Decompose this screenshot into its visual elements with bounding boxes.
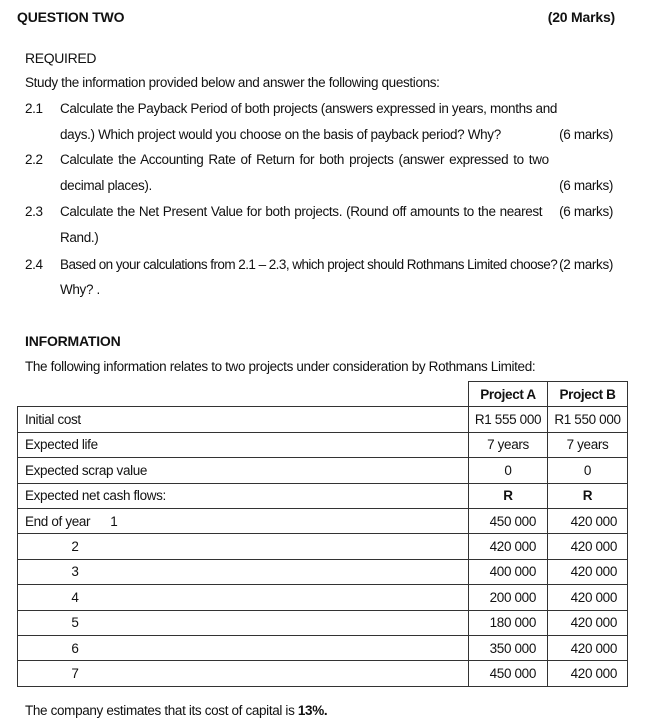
cost-of-capital-note: [25, 703, 327, 718]
table-row: [18, 432, 628, 457]
year-number: 5: [71, 615, 79, 631]
question-marks: (6 marks): [559, 204, 613, 219]
table-corner: [18, 382, 469, 407]
question-line: Calculate the Payback Period of both projects (answers expressed in years, months and: [60, 101, 558, 116]
project-a-cash-flow: 450 000: [469, 661, 548, 686]
project-b-cash-flow: 420 000: [548, 559, 628, 584]
end-of-year-label: End of year: [25, 513, 91, 529]
year-number: 3: [71, 564, 79, 580]
question-line: Calculate the Net Present Value for both projects. (Round off amounts to the nearest: [60, 204, 543, 219]
cost-of-capital-text: The company estimates that its cost of capital is: [25, 703, 298, 718]
question-marks: (2 marks): [559, 257, 613, 272]
question-line: Calculate the Accounting Rate of Return for both projects (answer expressed to two: [60, 152, 549, 167]
row-label: Expected scrap value: [18, 458, 469, 483]
table-header-row: [18, 382, 628, 407]
year-number: 6: [71, 640, 79, 656]
cost-of-capital-rate: 13%.: [297, 703, 328, 718]
project-a-cash-flow: 350 000: [469, 635, 548, 660]
information-heading: INFORMATION: [25, 333, 121, 349]
project-a-value: R1 555 000: [469, 407, 548, 432]
project-a-value: 7 years: [469, 432, 548, 457]
total-marks: (20 Marks): [547, 9, 615, 25]
table-row: [18, 534, 628, 559]
question-line: decimal places).: [60, 178, 152, 193]
project-a-cash-flow: 180 000: [469, 610, 548, 635]
project-b-cash-flow: 420 000: [548, 635, 628, 660]
project-b-currency: R: [548, 483, 628, 508]
information-intro: The following information relates to two projects under consideration by Rothmans Limited:: [25, 359, 536, 374]
question-number: 2.1: [25, 101, 43, 116]
project-b-value: R1 550 000: [548, 407, 628, 432]
question-number: 2.3: [25, 204, 43, 219]
row-label: Expected net cash flows:: [18, 483, 469, 508]
table-row: [18, 585, 628, 610]
required-heading: REQUIRED: [25, 50, 97, 66]
project-b-cash-flow: 420 000: [548, 585, 628, 610]
table-row: [18, 635, 628, 660]
required-intro: Study the information provided below and answer the following questions:: [25, 75, 440, 90]
project-a-cash-flow: 200 000: [469, 585, 548, 610]
project-a-currency: R: [469, 483, 548, 508]
project-table: [17, 381, 628, 687]
year-number: 4: [71, 589, 79, 605]
question-title: QUESTION TWO: [17, 9, 125, 25]
column-project-a: Project A: [469, 382, 548, 407]
year-number: 7: [71, 665, 79, 681]
question-line: days.) Which project would you choose on the basis of payback period? Why?: [60, 127, 501, 142]
project-b-cash-flow: 420 000: [548, 610, 628, 635]
table-row: [18, 559, 628, 584]
row-label: Expected life: [18, 432, 469, 457]
year-number: 1: [110, 513, 118, 529]
project-a-value: 0: [469, 458, 548, 483]
question-line: Rand.): [60, 230, 99, 245]
table-row: [18, 610, 628, 635]
table-row: [18, 458, 628, 483]
question-line: Why? .: [60, 282, 100, 297]
question-number: 2.2: [25, 152, 43, 167]
project-b-cash-flow: 420 000: [548, 508, 628, 533]
question-marks: (6 marks): [559, 127, 613, 142]
table-row: [18, 407, 628, 432]
table-row: [18, 661, 628, 686]
project-a-cash-flow: 450 000: [469, 508, 548, 533]
question-line: Based on your calculations from 2.1 – 2.3, which project should Rothmans Limited choose?: [60, 257, 558, 272]
column-project-b: Project B: [548, 382, 628, 407]
project-b-value: 7 years: [548, 432, 628, 457]
question-marks: (6 marks): [559, 178, 613, 193]
table-row: [18, 508, 628, 533]
project-b-cash-flow: 420 000: [548, 534, 628, 559]
table-row: [18, 483, 628, 508]
project-a-cash-flow: 420 000: [469, 534, 548, 559]
project-b-cash-flow: 420 000: [548, 661, 628, 686]
year-number: 2: [71, 539, 79, 555]
question-number: 2.4: [25, 257, 43, 272]
project-b-value: 0: [548, 458, 628, 483]
project-a-cash-flow: 400 000: [469, 559, 548, 584]
row-label: Initial cost: [18, 407, 469, 432]
